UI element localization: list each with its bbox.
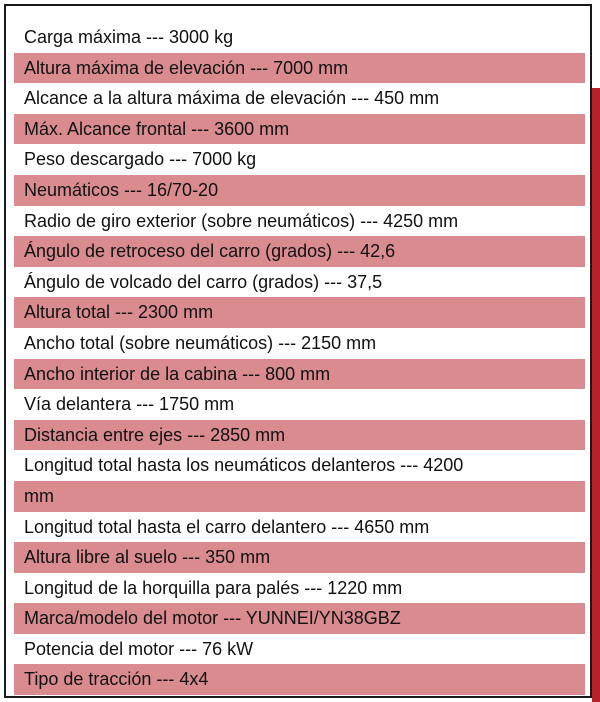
spec-row-cab-inner-width: Ancho interior de la cabina --- 800 mm	[14, 359, 585, 390]
spec-row-pallet-fork-length: Longitud de la horquilla para palés --- 1220 mm	[24, 577, 403, 598]
spec-row-max-lift-height: Altura máxima de elevación --- 7000 mm	[14, 53, 585, 84]
spec-row-tires: Neumáticos --- 16/70-20	[14, 175, 585, 206]
spec-row-length-to-front-tires-unit: mm	[14, 481, 585, 512]
spec-row-front-track: Vía delantera --- 1750 mm	[24, 394, 235, 415]
right-accent-bar	[592, 88, 600, 702]
spec-row-outer-turning-radius: Radio de giro exterior (sobre neumáticos) --- 4250 mm	[24, 210, 459, 231]
spec-row-reach-at-max-height: Alcance a la altura máxima de elevación --- 450 mm	[24, 88, 440, 109]
spec-row-length-to-front-tires: Longitud total hasta los neumáticos delanteros --- 4200	[24, 455, 464, 476]
spec-row-ground-clearance: Altura libre al suelo --- 350 mm	[14, 542, 585, 573]
spec-row-drive-type: Tipo de tracción --- 4x4	[14, 664, 585, 695]
spec-row-wheelbase: Distancia entre ejes --- 2850 mm	[14, 420, 585, 451]
spec-row-max-load: Carga máxima --- 3000 kg	[24, 27, 234, 47]
spec-list	[14, 22, 585, 695]
spec-row-carriage-dump-angle: Ángulo de volcado del carro (grados) --- 37,5	[24, 271, 383, 292]
spec-row-carriage-rollback-angle: Ángulo de retroceso del carro (grados) --- 42,6	[14, 236, 585, 267]
spec-row-engine-power: Potencia del motor --- 76 kW	[24, 638, 254, 659]
spec-row-max-front-reach: Máx. Alcance frontal --- 3600 mm	[14, 114, 585, 145]
spec-row-length-to-front-carriage: Longitud total hasta el carro delantero --- 4650 mm	[24, 516, 430, 537]
spec-row-overall-height: Altura total --- 2300 mm	[14, 297, 585, 328]
spec-row-overall-width: Ancho total (sobre neumáticos) --- 2150 mm	[24, 332, 377, 353]
spec-row-engine-model: Marca/modelo del motor --- YUNNEI/YN38GBZ	[14, 603, 585, 634]
spec-row-unladen-weight: Peso descargado --- 7000 kg	[24, 149, 257, 170]
